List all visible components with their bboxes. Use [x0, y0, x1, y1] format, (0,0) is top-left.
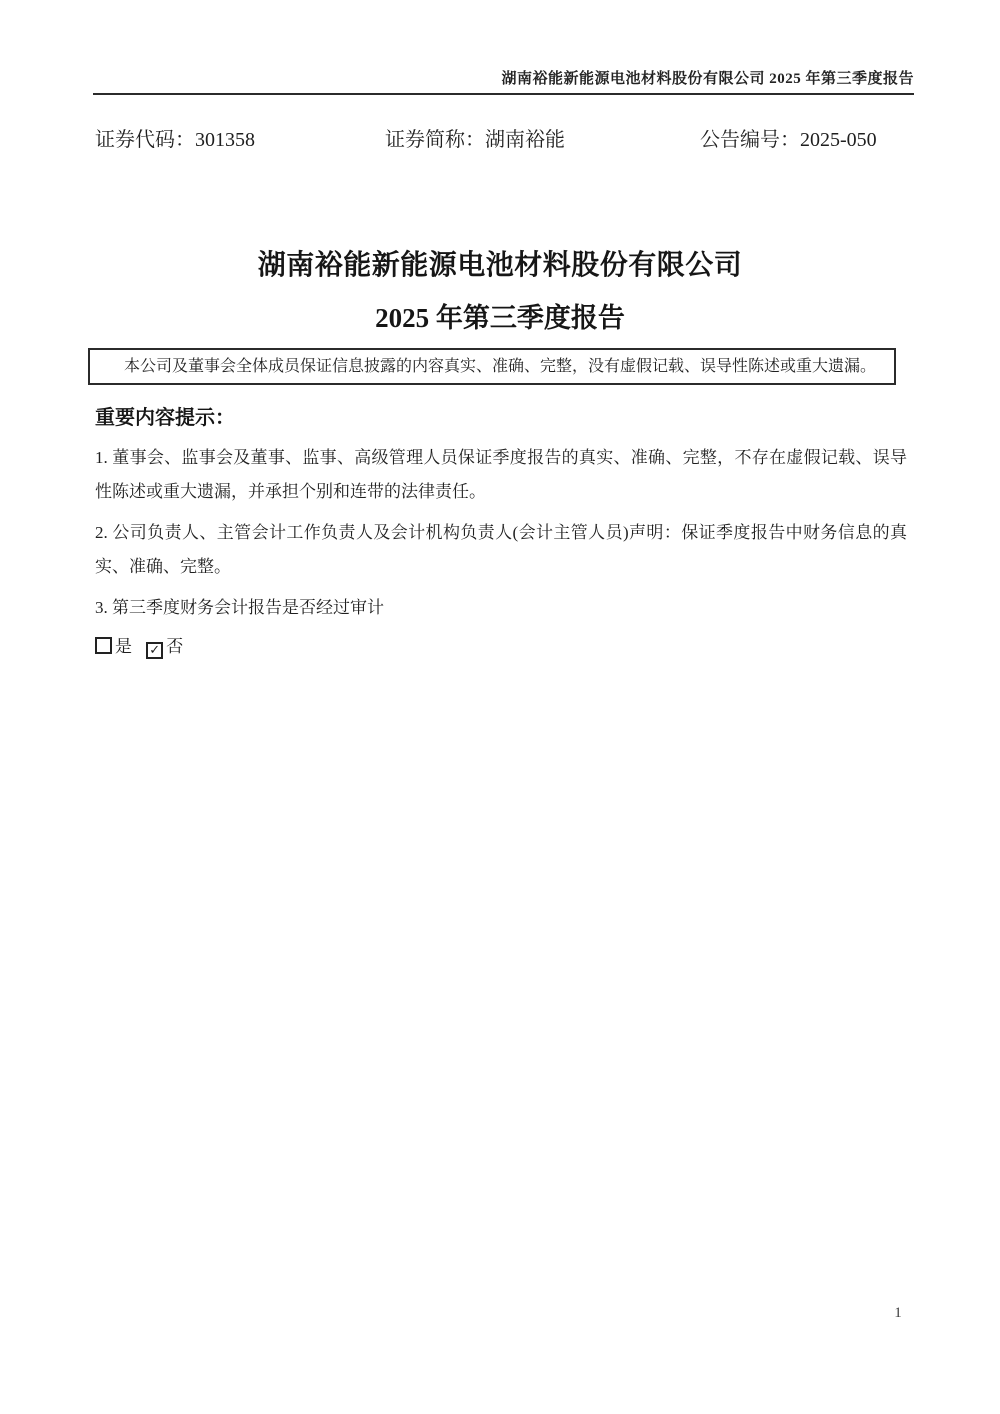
announcement-label: 公告编号：: [700, 129, 800, 151]
declaration-box: [88, 348, 896, 385]
audit-option-yes-label: 是: [115, 637, 132, 656]
page-number: 1: [894, 1305, 902, 1321]
document-subtitle: 2025 年第三季度报告: [375, 303, 625, 333]
important-notice-heading: 重要内容提示：: [95, 407, 235, 429]
announcement-value: 2025-050: [800, 129, 877, 151]
declaration-text: 本公司及董事会全体成员保证信息披露的内容真实、准确、完整，没有虚假记载、误导性陈述或重大遗漏。: [124, 357, 877, 375]
running-header: 湖南裕能新能源电池材料股份有限公司 2025 年第三季度报告: [501, 71, 914, 87]
checkbox-checked-icon: ✓: [146, 642, 163, 659]
stock-code-label: 证券代码：: [95, 129, 195, 151]
stock-name-label: 证券简称：: [385, 129, 485, 151]
audit-option-no-label: 否: [166, 637, 184, 656]
notice-item-3: 3. 第三季度财务会计报告是否经过审计: [95, 598, 384, 617]
document-title: 湖南裕能新能源电池材料股份有限公司: [257, 250, 743, 281]
audit-yes-no-row: [95, 632, 907, 662]
stock-code-value: 301358: [195, 129, 255, 151]
audit-option-no: [146, 637, 183, 656]
stock-name: [385, 123, 565, 152]
announcement-number: [700, 123, 877, 152]
checkbox-unchecked-icon: [95, 637, 112, 654]
notice-item-1: 1. 董事会、监事会及董事、监事、高级管理人员保证季度报告的真实、准确、完整，不存在虚假记载、误导性陈述或重大遗漏，并承担个别和连带的法律责任。: [95, 448, 907, 501]
securities-info-row: [0, 123, 1000, 151]
stock-code: [95, 123, 255, 152]
header-rule: [93, 93, 914, 95]
important-notice-body: [95, 441, 907, 662]
audit-option-yes: [95, 637, 132, 656]
notice-item-2: 2. 公司负责人、主管会计工作负责人及会计机构负责人(会计主管人员)声明：保证季度报告中财务信息的真实、准确、完整。: [95, 523, 907, 576]
stock-name-value: 湖南裕能: [485, 129, 565, 151]
